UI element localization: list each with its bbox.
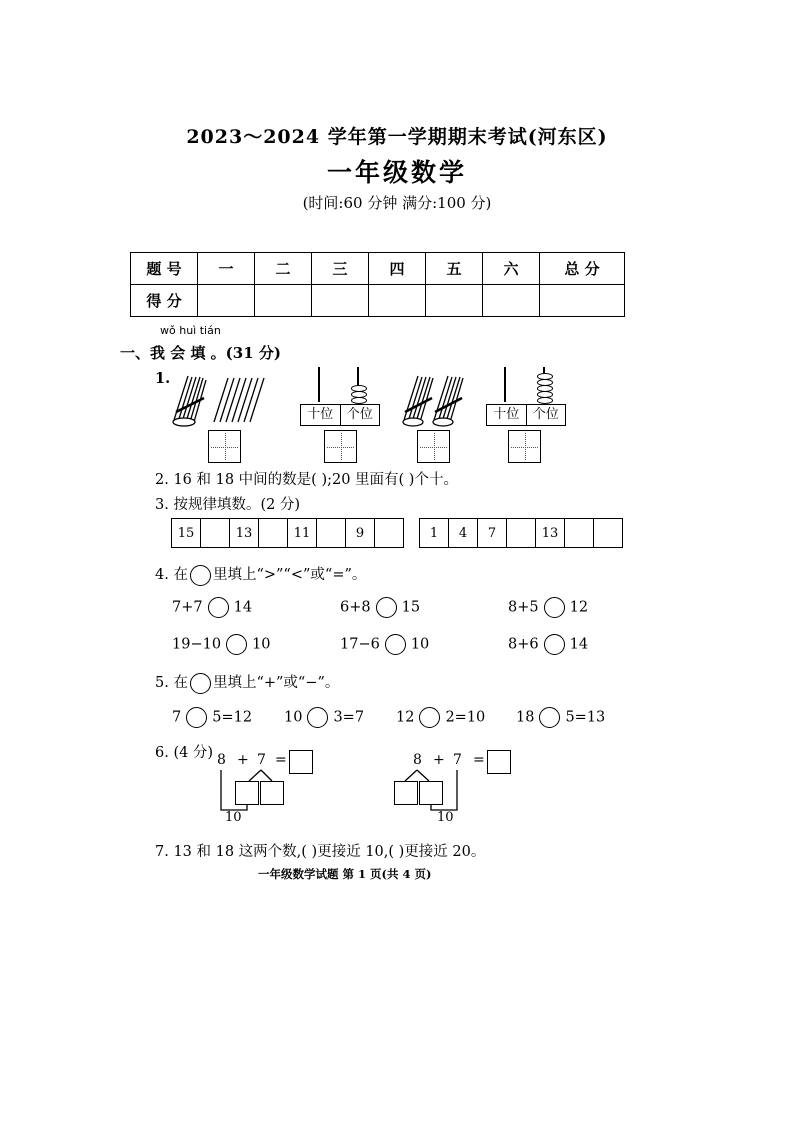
compare-right: 10	[252, 636, 271, 653]
q6-text: 6. (4 分)	[155, 745, 214, 761]
place-value-bar	[300, 404, 380, 426]
exam-title: 2023～2024 学年第一学期期末考试(河东区)	[186, 126, 608, 148]
score-cell[interactable]	[426, 285, 483, 317]
bead-icon	[351, 397, 367, 404]
answer-circle[interactable]	[544, 597, 565, 618]
sequence-blank[interactable]	[507, 519, 536, 548]
compare-item	[172, 634, 271, 655]
score-header-cell: 六	[483, 253, 540, 285]
stick-bundle-icon	[173, 376, 206, 426]
sequence-cell: 13	[536, 519, 565, 548]
tens-label: 十位	[301, 405, 341, 425]
score-table	[130, 252, 625, 317]
q5-text-b: 里填上“+”或“−”。	[212, 675, 340, 691]
stick-bundle-icon	[403, 376, 433, 426]
score-cell[interactable]	[540, 285, 625, 317]
compare-item	[508, 597, 588, 618]
answer-box[interactable]	[508, 430, 541, 463]
compare-left: 8+5	[508, 599, 539, 616]
answer-circle[interactable]	[186, 707, 207, 728]
bead-icon	[537, 397, 553, 404]
compare-right: 10	[410, 636, 430, 653]
page-footer: 一年级数学试题 第 1 页(共 4 页)	[258, 867, 432, 881]
operand-left: 7	[172, 709, 182, 726]
compare-right: 15	[401, 599, 421, 616]
q4-instruction	[155, 563, 366, 586]
compare-left: 8+6	[508, 636, 539, 653]
sequence-cell: 7	[478, 519, 507, 548]
rod	[318, 367, 320, 402]
compare-right: 14	[569, 636, 589, 653]
operator-item	[284, 707, 364, 728]
circle-icon	[190, 565, 211, 586]
score-header-cell: 总 分	[540, 253, 625, 285]
make-ten-diagram	[205, 748, 315, 828]
answer-circle[interactable]	[376, 597, 397, 618]
answer-box[interactable]	[487, 750, 511, 774]
compare-item	[340, 634, 429, 655]
operand-left: 18	[516, 709, 535, 726]
q3-text: 3. 按规律填数。(2 分)	[155, 497, 301, 513]
sequence-blank[interactable]	[259, 519, 288, 548]
ones-label: 个位	[346, 407, 373, 422]
score-cell[interactable]	[198, 285, 255, 317]
abacus	[486, 367, 566, 425]
stick-bundle-illustration	[400, 372, 470, 428]
stick-bundle-icon	[433, 376, 463, 426]
ten-label: 10	[437, 810, 454, 825]
q4-text-b: 里填上“>”“<”或“=”。	[212, 567, 367, 583]
compare-left: 6+8	[340, 599, 371, 616]
score-header-cell: 四	[369, 253, 426, 285]
sequence-cell: 9	[346, 519, 375, 548]
answer-box[interactable]	[289, 750, 313, 774]
operator-item	[396, 707, 485, 728]
operator-item	[172, 707, 252, 728]
operand-right: 3=7	[333, 709, 365, 726]
score-header-cell: 五	[426, 253, 483, 285]
q5-text-a: 5. 在	[155, 675, 188, 691]
addend-a: 8	[413, 752, 422, 768]
compare-item	[340, 597, 420, 618]
plus-sign: +	[433, 752, 445, 768]
operand-right: 2=10	[445, 709, 486, 726]
score-cell[interactable]	[369, 285, 426, 317]
score-cell[interactable]	[255, 285, 312, 317]
compare-left: 7+7	[172, 599, 203, 616]
answer-box[interactable]	[324, 430, 357, 463]
make-ten-diagram	[393, 748, 518, 828]
q7-text: 7. 13 和 18 这两个数,( )更接近 10,( )更接近 20。	[155, 844, 486, 860]
tens-label: 十位	[487, 405, 527, 425]
sequence-cell: 4	[449, 519, 478, 548]
compare-right: 12	[569, 599, 589, 616]
compare-left: 17−6	[340, 636, 380, 653]
operand-left: 12	[396, 709, 415, 726]
sequence-blank[interactable]	[375, 519, 404, 548]
q2-text: 2. 16 和 18 中间的数是( );20 里面有( )个十。	[155, 472, 458, 488]
compare-item	[172, 597, 252, 618]
score-header-cell: 一	[198, 253, 255, 285]
score-row-label: 得 分	[131, 285, 198, 317]
addend-a: 8	[217, 752, 226, 768]
score-header-cell: 二	[255, 253, 312, 285]
plus-sign: +	[237, 752, 249, 768]
answer-circle[interactable]	[539, 707, 560, 728]
rod	[504, 367, 506, 402]
q5-instruction	[155, 671, 339, 694]
exam-subtitle: (时间:60 分钟 满分:100 分)	[302, 194, 492, 212]
answer-circle[interactable]	[544, 634, 565, 655]
sequence-row-1	[171, 518, 404, 548]
sequence-cell: 13	[230, 519, 259, 548]
answer-circle[interactable]	[208, 597, 229, 618]
compare-item	[508, 634, 588, 655]
score-header-cell: 题 号	[131, 253, 198, 285]
answer-circle[interactable]	[385, 634, 406, 655]
sequence-row-2	[419, 518, 623, 548]
score-cell[interactable]	[312, 285, 369, 317]
sequence-blank[interactable]	[317, 519, 346, 548]
operand-left: 10	[284, 709, 303, 726]
ones-label: 个位	[532, 407, 559, 422]
q4-text-a: 4. 在	[155, 567, 188, 583]
answer-box[interactable]	[419, 781, 443, 805]
compare-right: 14	[233, 599, 253, 616]
sequence-cell: 11	[288, 519, 317, 548]
section-title: 一、我 会 填 。(31 分)	[120, 344, 281, 362]
operand-right: 5=13	[565, 709, 606, 726]
score-header-cell: 三	[312, 253, 369, 285]
place-value-bar	[486, 404, 566, 426]
abacus	[300, 367, 380, 425]
addend-b: 7	[453, 752, 462, 768]
sequence-cell: 15	[172, 519, 201, 548]
stick-bundle-illustration	[170, 372, 280, 428]
equals-sign: =	[275, 752, 287, 768]
answer-box[interactable]	[235, 781, 259, 805]
answer-circle[interactable]	[307, 707, 328, 728]
ten-label: 10	[225, 810, 242, 825]
operator-item	[516, 707, 605, 728]
equals-sign: =	[473, 752, 485, 768]
answer-circle[interactable]	[226, 634, 247, 655]
score-row	[131, 285, 625, 317]
answer-box[interactable]	[417, 430, 450, 463]
sequence-blank[interactable]	[201, 519, 230, 548]
sequence-cell: 1	[420, 519, 449, 548]
score-header-row	[131, 253, 625, 285]
compare-left: 19−10	[172, 636, 222, 653]
answer-circle[interactable]	[419, 707, 440, 728]
subject-title: 一年级数学	[326, 158, 467, 187]
answer-box[interactable]	[260, 781, 284, 805]
sequence-blank[interactable]	[565, 519, 594, 548]
addend-b: 7	[257, 752, 266, 768]
answer-box[interactable]	[208, 430, 241, 463]
section-pinyin: wǒ huì tián	[160, 324, 221, 337]
operand-right: 5=12	[212, 709, 253, 726]
answer-box[interactable]	[394, 781, 418, 805]
score-cell[interactable]	[483, 285, 540, 317]
circle-icon	[190, 673, 211, 694]
sequence-blank[interactable]	[594, 519, 623, 548]
q1-number: 1.	[155, 370, 171, 387]
